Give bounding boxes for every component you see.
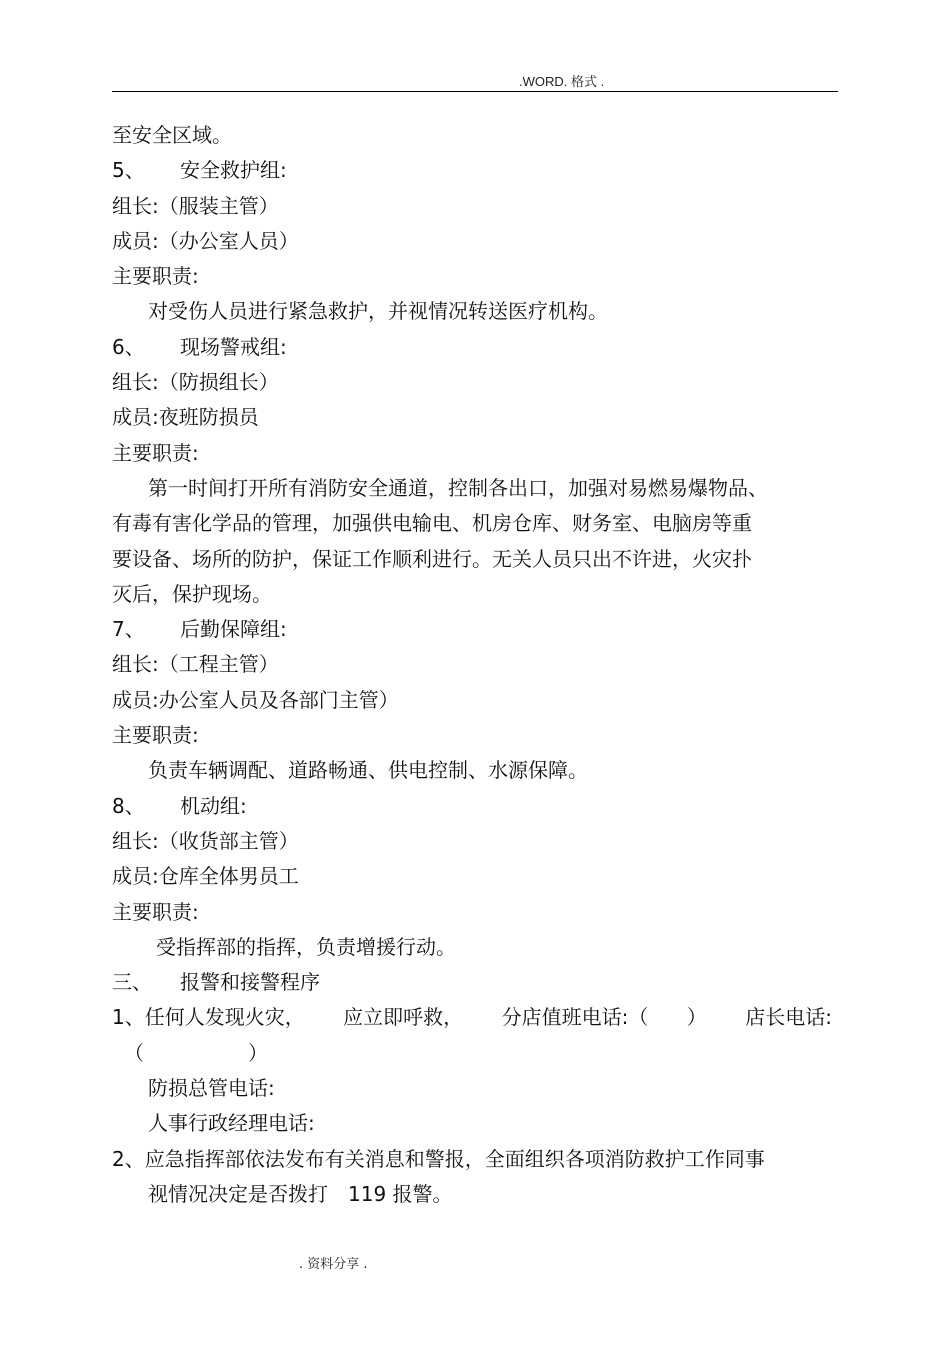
group-leader: 组长:（收货部主管） (112, 828, 299, 853)
duty-text: 受指挥部的指挥，负责增援行动。 (156, 934, 456, 959)
text-line: 至安全区域。 (112, 123, 232, 147)
section-heading (112, 612, 838, 647)
section-number: 5、 (112, 158, 145, 183)
section-title: 后勤保障组: (180, 617, 287, 642)
section-title: 安全救护组: (180, 158, 287, 183)
duty-text: 有毒有害化学品的管理，加强供电输电、机房仓库、财务室、电脑房等重 (112, 511, 752, 536)
chapter-number: 三、 (112, 970, 152, 995)
group-members: 成员:仓库全体男员工 (112, 864, 299, 889)
paren-open: （ (124, 1040, 144, 1065)
section-number: 8、 (112, 793, 145, 818)
page-footer: . 资料分享 . (299, 1257, 368, 1272)
section-title: 机动组: (180, 793, 247, 818)
paren-close: ） (248, 1040, 268, 1065)
duty-text: 对受伤人员进行紧急救护，并视情况转送医疗机构。 (148, 299, 608, 324)
procedure-text: 1、任何人发现火灾， (112, 1005, 305, 1030)
section-heading (112, 330, 838, 365)
duty-label: 主要职责: (112, 899, 199, 924)
duty-text: 灭后，保护现场。 (112, 581, 272, 606)
chapter-title: 报警和接警程序 (180, 970, 320, 995)
chapter-heading (112, 965, 838, 1000)
section-title: 现场警戒组: (180, 334, 287, 359)
section-number: 6、 (112, 334, 145, 359)
manager-phone-blank (112, 1036, 838, 1071)
document-body (112, 118, 838, 1212)
group-members: 成员:（办公室人员） (112, 228, 299, 253)
section-heading (112, 153, 838, 188)
group-members: 成员:夜班防损员 (112, 405, 259, 430)
hr-manager-phone: 人事行政经理电话: (148, 1111, 315, 1136)
duty-label: 主要职责: (112, 723, 199, 748)
group-members: 成员:办公室人员及各部门主管） (112, 687, 399, 712)
group-leader: 组长:（服装主管） (112, 193, 279, 218)
section-number: 7、 (112, 617, 145, 642)
section-heading (112, 789, 838, 824)
manager-phone-label: 店长电话: (745, 1005, 832, 1030)
duty-label: 主要职责: (112, 440, 199, 465)
duty-phone-label: 分店值班电话:（ (501, 1005, 649, 1030)
duty-label: 主要职责: (112, 264, 199, 289)
procedure-text: 应立即呼救， (343, 1005, 464, 1030)
duty-text: 第一时间打开所有消防安全通道，控制各出口，加强对易燃易爆物品、 (148, 475, 768, 500)
duty-text: 要设备、场所的防护，保证工作顺利进行。无关人员只出不许进，火灾扑 (112, 546, 752, 571)
duty-phone-close: ） (686, 1005, 707, 1030)
loss-manager-phone: 防损总管电话: (148, 1076, 275, 1101)
duty-text: 负责车辆调配、道路畅通、供电控制、水源保障。 (148, 758, 588, 783)
procedure-item: 2、应急指挥部依法发布有关消息和警报，全面组织各项消防救护工作同事 (112, 1146, 765, 1171)
procedure-item-cont: 视情况决定是否拨打 119 报警。 (148, 1181, 453, 1206)
page-header: .WORD. 格式 . (519, 74, 605, 89)
procedure-item (112, 1000, 832, 1035)
group-leader: 组长:（工程主管） (112, 652, 279, 677)
group-leader: 组长:（防损组长） (112, 370, 279, 395)
header-divider (112, 91, 838, 92)
